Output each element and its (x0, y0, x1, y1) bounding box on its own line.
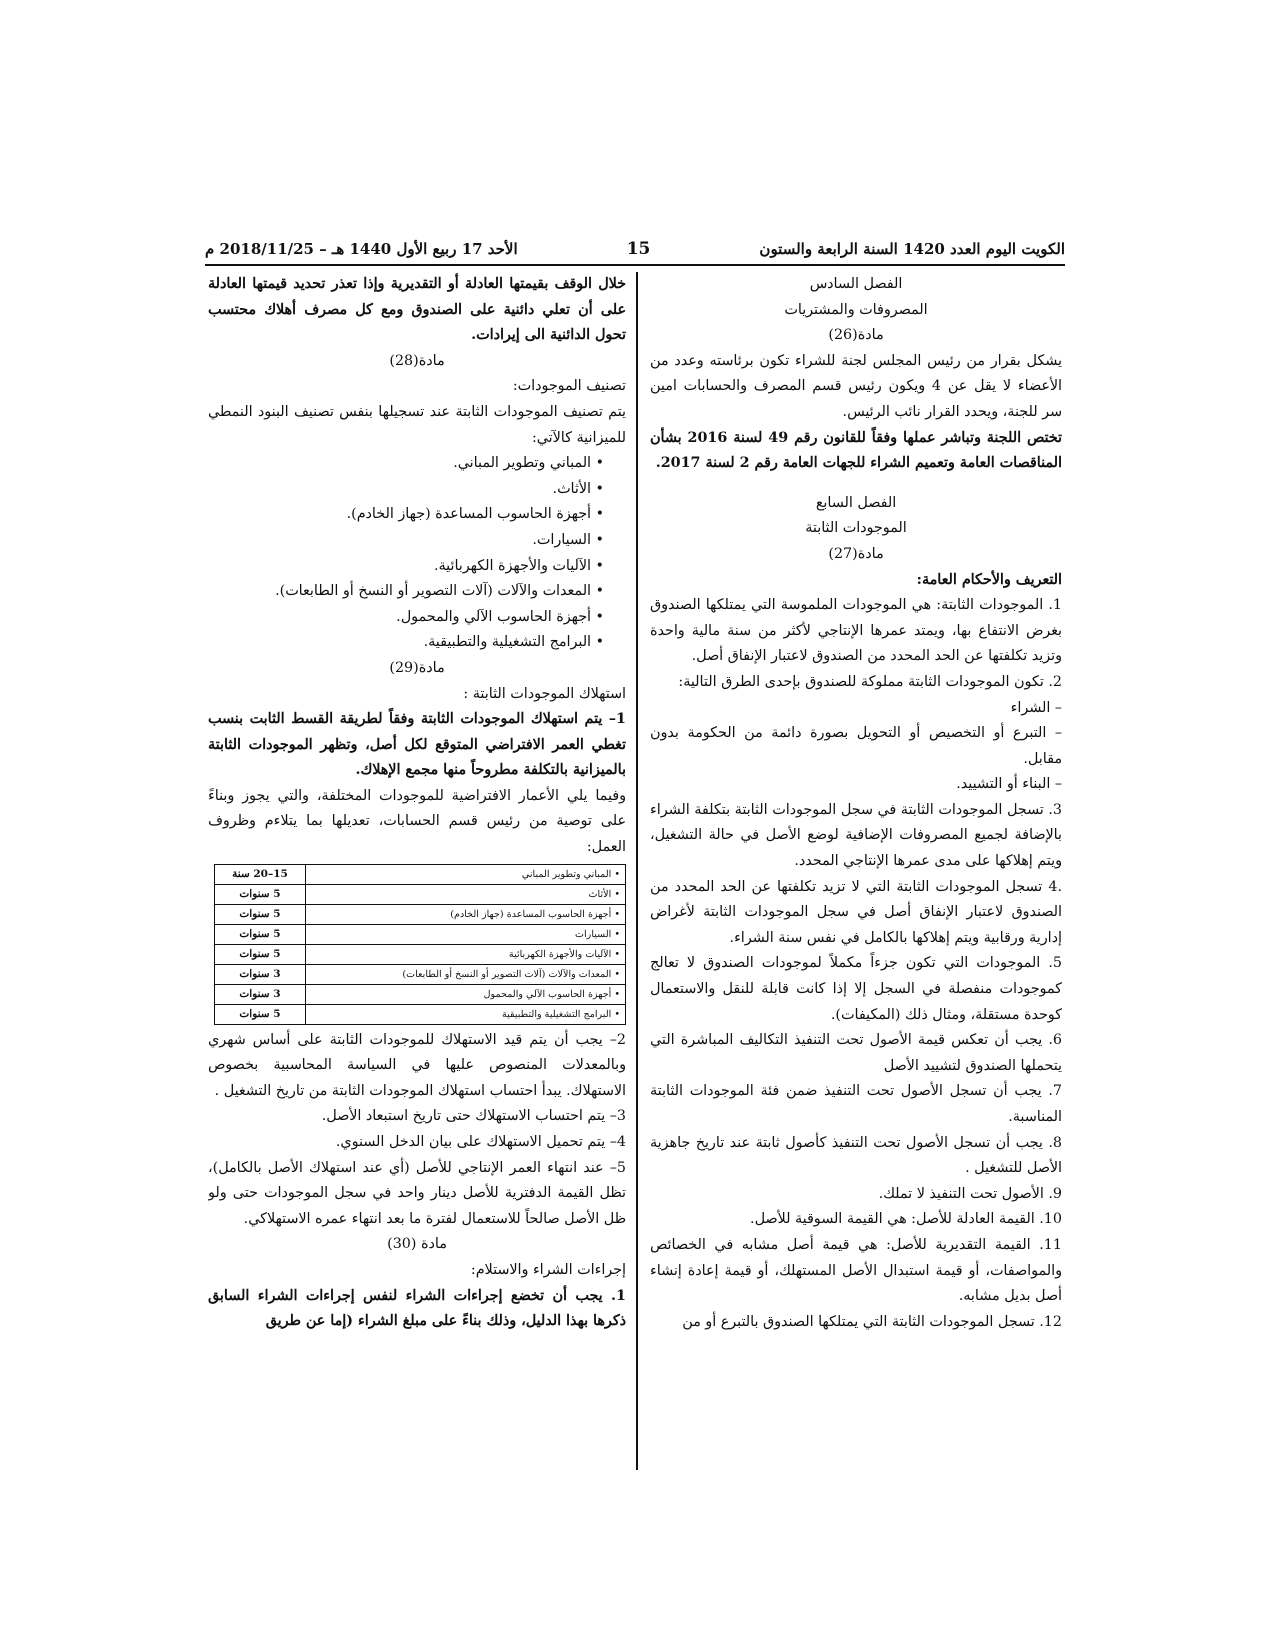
asset-cell: • المباني وتطوير المباني (306, 864, 626, 884)
header-date: الأحد 17 ربيع الأول 1440 هـ – 2018/11/25 م (205, 240, 518, 258)
paragraph: – التبرع أو التخصيص أو التحويل بصورة دائمة من الحكومة بدون مقابل. (650, 725, 1062, 767)
paragraph: .4 تسجل الموجودات الثابتة التي لا تزيد تكلفتها عن الحد المحدد من الصندوق لاعتبار الإنفاق أصل في سجل الموجودات الثابتة لأغراض إدارية ورقابية ويتم إهلاكها بالكامل في نفس سنة الشراء. (650, 878, 1062, 946)
paragraph: – الشراء (1010, 699, 1062, 716)
paragraph: 10. القيمة العادلة للأصل: هي القيمة السوقية للأصل. (750, 1211, 1062, 1228)
paragraph: تصنيف الموجودات: (512, 378, 626, 395)
useful-life-cell: 3 سنوات (215, 964, 306, 984)
paragraph: يشكل بقرار من رئيس المجلس لجنة للشراء تكون برئاسته وعدد من الأعضاء لا يقل عن 4 ويكون رئيس قسم المصرف والحسابات امين سر للجنة، ويحدد القرار نائب الرئيس. (650, 352, 1062, 420)
paragraph: 7. يجب أن تسجل الأصول تحت التنفيذ ضمن فئة الموجودات الثابتة المناسبة. (650, 1083, 1062, 1125)
left-column (208, 272, 626, 1472)
section-heading: الفصل السابع (815, 494, 897, 511)
section-heading: المصروفات والمشتريات (784, 301, 928, 318)
table-row (215, 924, 626, 944)
paragraph: 1– يتم استهلاك الموجودات الثابتة وفقاً لطريقة القسط الثابت بنسب تغطي العمر الافتراضي المتوقع لكل أصل، وتظهر الموجودات الثابتة بالميزانية بالتكلفة مطروحاً منها مجمع الإهلاك. (208, 711, 626, 779)
bullet-item: • المباني وتطوير المباني. (453, 455, 604, 472)
paragraph: 1. الموجودات الثابتة: هي الموجودات الملموسة التي يمتلكها الصندوق بغرض الانتفاع بها، ويمتد عمرها الإنتاجي لأكثر من سنة مالية واحدة وتزيد تكلفتها عن الحد المحدد من الصندوق لاعتبار الإنفاق أصل. (650, 597, 1062, 665)
paragraph: وفيما يلي الأعمار الافتراضية للموجودات المختلفة، والتي يجوز وبناءً على توصية من رئيس قسم الحسابات، تعديلها بما يتلاءم وظروف العمل: (208, 787, 626, 856)
bullet-item: • السيارات. (532, 531, 604, 548)
table-row (215, 884, 626, 904)
paragraph: خلال الوقف بقيمتها العادلة أو التقديرية وإذا تعذر تحديد قيمتها العادلة على أن تعلي دائنية على الصندوق ومع كل مصرف أهلاك محتسب تحول الدائنية الى إيرادات. (208, 276, 626, 344)
table-row (215, 904, 626, 924)
page-header (205, 236, 1065, 262)
header-publication: الكويت اليوم العدد 1420 السنة الرابعة والستون (759, 240, 1065, 258)
section-heading: مادة(29) (389, 659, 445, 676)
section-heading: مادة(28) (389, 352, 445, 369)
asset-cell: • المعدات والآلات (آلات التصوير أو النسخ أو الطابعات) (306, 964, 626, 984)
paragraph: – البناء أو التشييد. (956, 776, 1062, 793)
section-heading: الموجودات الثابتة (805, 520, 907, 537)
section-gap (650, 477, 1062, 491)
paragraph: يتم تصنيف الموجودات الثابتة عند تسجيلها بنفس تصنيف البنود النمطي للميزانية كالآتي: (208, 403, 626, 446)
paragraph: التعريف والأحكام العامة: (916, 571, 1062, 588)
paragraph: 11. القيمة التقديرية للأصل: هي قيمة أصل مشابه في الخصائص والمواصفات، أو قيمة استبدال الأصل المستهلك، أو قيمة إعادة إنشاء أصل بديل مشابه. (650, 1236, 1062, 1305)
depreciation-table (214, 864, 626, 1025)
paragraph: 3– يتم احتساب الاستهلاك حتى تاريخ استبعاد الأصل. (321, 1108, 626, 1125)
left-column-bottom (208, 1028, 626, 1335)
paragraph: 2– يجب أن يتم قيد الاستهلاك للموجودات الثابتة على أساس شهري وبالمعدلات المنصوص عليها في السياسة المحاسبية بخصوص الاستهلاك. يبدأ احتساب استهلاك الموجودات الثابتة من تاريخ التشغيل . (208, 1031, 626, 1099)
asset-cell: • الأثاث (306, 884, 626, 904)
table-row (215, 1004, 626, 1024)
column-divider (636, 272, 638, 1470)
asset-cell: • الآليات والأجهزة الكهربائية (306, 944, 626, 964)
section-heading: مادة(26) (828, 327, 884, 344)
bullet-item: • أجهزة الحاسوب المساعدة (جهاز الخادم). (346, 506, 604, 523)
table-row (215, 944, 626, 964)
bullet-item: • المعدات والآلات (آلات التصوير أو النسخ أو الطابعات). (275, 583, 604, 600)
table-row (215, 864, 626, 884)
left-column-top (208, 272, 626, 861)
asset-cell: • السيارات (306, 924, 626, 944)
bullet-item: • البرامج التشغيلية والتطبيقية. (423, 634, 604, 651)
paragraph: 5– عند انتهاء العمر الإنتاجي للأصل (أي عند استهلاك الأصل بالكامل)، تظل القيمة الدفترية للأصل دينار واحد في سجل الموجودات حتى ولو ظل الأصل صالحاً للاستعمال لفترة ما بعد انتهاء عمره الاستهلاكي. (208, 1159, 626, 1227)
bullet-item: • الأثاث. (552, 480, 604, 497)
paragraph: 12. تسجل الموجودات الثابتة التي يمتلكها الصندوق بالتبرع أو من (682, 1313, 1062, 1330)
asset-cell: • أجهزة الحاسوب الآلي والمحمول (306, 984, 626, 1004)
useful-life-cell: 5 سنوات (215, 924, 306, 944)
useful-life-cell: 3 سنوات (215, 984, 306, 1004)
useful-life-cell: 5 سنوات (215, 884, 306, 904)
paragraph: 8. يجب أن تسجل الأصول تحت التنفيذ كأصول ثابتة عند تاريخ جاهزية الأصل للتشغيل . (650, 1134, 1062, 1177)
header-rule (205, 264, 1065, 266)
right-column (650, 272, 1062, 1472)
asset-cell: • أجهزة الحاسوب المساعدة (جهاز الخادم) (306, 904, 626, 924)
useful-life-cell: 5 سنوات (215, 1004, 306, 1024)
useful-life-cell: 15–20 سنة (215, 864, 306, 884)
useful-life-cell: 5 سنوات (215, 944, 306, 964)
paragraph: استهلاك الموجودات الثابتة : (463, 685, 626, 702)
section-heading: الفصل السادس (809, 276, 903, 292)
section-heading: مادة(27) (828, 545, 884, 562)
asset-cell: • البرامج التشغيلية والتطبيقية (306, 1004, 626, 1024)
paragraph: 6. يجب أن تعكس قيمة الأصول تحت التنفيذ التكاليف المباشرة التي يتحملها الصندوق لتشييد الأصل (650, 1032, 1062, 1074)
table-row (215, 984, 626, 1004)
paragraph: إجراءات الشراء والاستلام: (470, 1262, 626, 1278)
paragraph: 2. تكون الموجودات الثابتة مملوكة للصندوق بإحدى الطرق التالية: (678, 673, 1062, 690)
table-row (215, 964, 626, 984)
useful-life-cell: 5 سنوات (215, 904, 306, 924)
paragraph: 1. يجب أن تخضع إجراءات الشراء لنفس إجراءات الشراء السابق ذكرها بهذا الدليل، وذلك بناءً على مبلغ الشراء (إما عن طريق (208, 1287, 626, 1330)
bullet-item: • أجهزة الحاسوب الآلي والمحمول. (396, 608, 604, 625)
paragraph: تختص اللجنة وتباشر عملها وفقاً للقانون رقم 49 لسنة 2016 بشأن المناقصات العامة وتعميم الشراء للجهات العامة رقم 2 لسنة 2017. (650, 429, 1062, 472)
paragraph: 4– يتم تحميل الاستهلاك على بيان الدخل السنوي. (335, 1134, 626, 1151)
page-number: 15 (626, 239, 651, 259)
paragraph: 5. الموجودات التي تكون جزءاً مكملاً لموجودات الصندوق لا تعالج كموجودات منفصلة في السجل إلا إذا كانت قابلة للنقل والاستعمال كوحدة مستقلة، ومثال ذلك (المكيفات). (650, 955, 1062, 1023)
bullet-item: • الآليات والأجهزة الكهربائية. (433, 557, 604, 574)
paragraph: 3. تسجل الموجودات الثابتة في سجل الموجودات الثابتة بتكلفة الشراء بالإضافة لجميع المصروفات الإضافية لوضع الأصل في حالة التشغيل، ويتم إهلاكها على مدى عمرها الإنتاجي المحدد. (650, 801, 1062, 870)
section-heading: مادة (30) (387, 1236, 447, 1253)
paragraph: 9. الأصول تحت التنفيذ لا تملك. (878, 1185, 1062, 1202)
